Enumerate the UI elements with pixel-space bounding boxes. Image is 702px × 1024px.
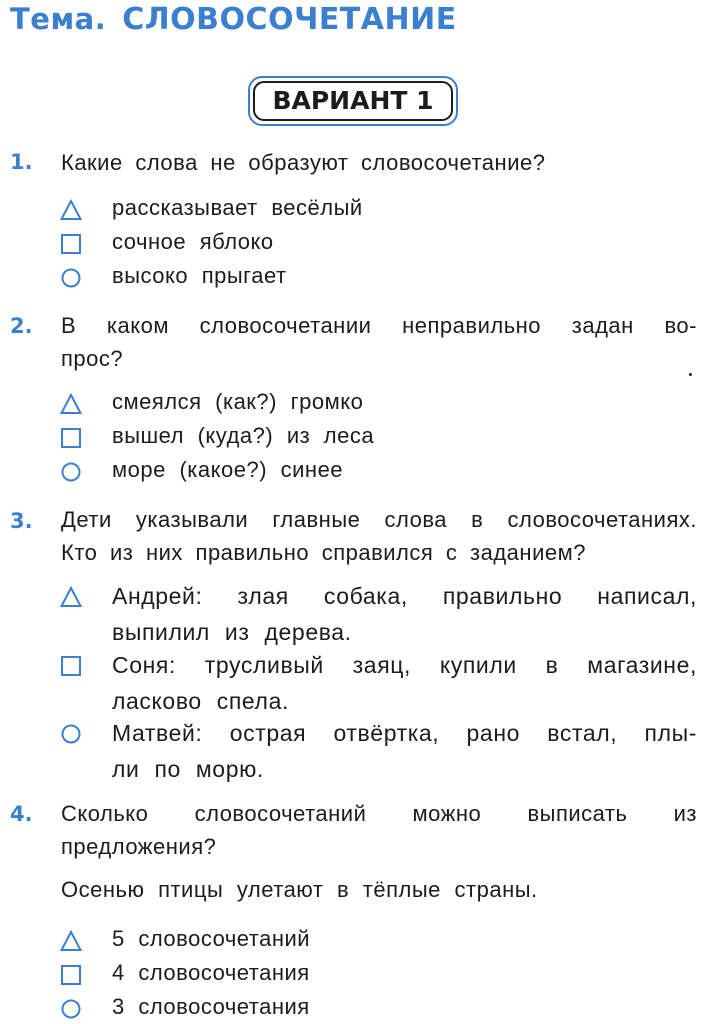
option-text-line: Матвей: острая отвёртка, рано встал, плы- [112, 720, 697, 746]
option-text-line: ласково спела. [112, 688, 289, 714]
circle-icon [60, 267, 82, 289]
square-icon [60, 964, 82, 986]
triangle-icon [60, 586, 82, 608]
option-text-line: ли по морю. [112, 756, 264, 782]
answer-option-triangle[interactable] [60, 578, 700, 645]
triangle-icon [60, 393, 82, 415]
option-text: рассказывает весёлый [112, 195, 363, 220]
option-text: высоко прыгает [112, 263, 287, 288]
stray-dot [689, 373, 692, 376]
question-text [61, 503, 697, 569]
question-number: 2. [10, 314, 33, 338]
triangle-icon [60, 930, 82, 952]
option-text: море (какое?) синее [112, 457, 344, 482]
option-text: сочное яблоко [112, 229, 274, 254]
option-text [112, 715, 697, 787]
circle-icon [60, 461, 82, 483]
option-text: вышел (куда?) из леса [112, 423, 375, 448]
question-text-line: прос? [61, 346, 124, 371]
square-icon [60, 233, 82, 255]
question-text-line: предложения? [61, 834, 217, 859]
question-text-line: Сколько словосочетаний можно выписать из [61, 801, 697, 826]
option-text: 3 словосочетания [112, 994, 310, 1019]
option-text [112, 578, 697, 650]
option-text [112, 647, 697, 719]
question-number: 3. [10, 509, 33, 533]
variant-badge [248, 76, 458, 126]
question-text [61, 146, 697, 179]
variant-label: ВАРИАНТ 1 [272, 86, 434, 115]
option-text-line: Соня: трусливый заяц, купили в магазине, [112, 652, 697, 678]
option-text: 4 словосочетания [112, 960, 310, 985]
answer-option-circle[interactable] [60, 715, 700, 782]
question-text [61, 309, 697, 375]
topic-name: СЛОВОСОЧЕТАНИЕ [122, 2, 457, 37]
square-icon [60, 427, 82, 449]
question-text-line: Кто из них правильно справился с заданием? [61, 540, 586, 565]
question-number: 4. [10, 802, 33, 826]
question-text-line: Какие слова не образуют словосочетание? [61, 150, 546, 175]
page-header [10, 2, 457, 37]
question-text [61, 797, 697, 863]
circle-icon [60, 723, 82, 745]
question-text-line: В каком словосочетании неправильно задан во- [61, 313, 697, 338]
option-text-line: Андрей: злая собака, правильно написал, [112, 583, 697, 609]
triangle-icon [60, 199, 82, 221]
option-text: 5 словосочетаний [112, 926, 311, 951]
option-text-line: выпилил из дерева. [112, 619, 352, 645]
square-icon [60, 655, 82, 677]
example-sentence: Осенью птицы улетают в тёплые страны. [61, 877, 538, 902]
topic-label: Тема. [10, 2, 107, 36]
circle-icon [60, 998, 82, 1020]
answer-option-square[interactable] [60, 647, 700, 714]
option-text: смеялся (как?) громко [112, 389, 364, 414]
question-text-line: Дети указывали главные слова в словосочетаниях. [61, 507, 697, 532]
question-number: 1. [10, 150, 33, 174]
